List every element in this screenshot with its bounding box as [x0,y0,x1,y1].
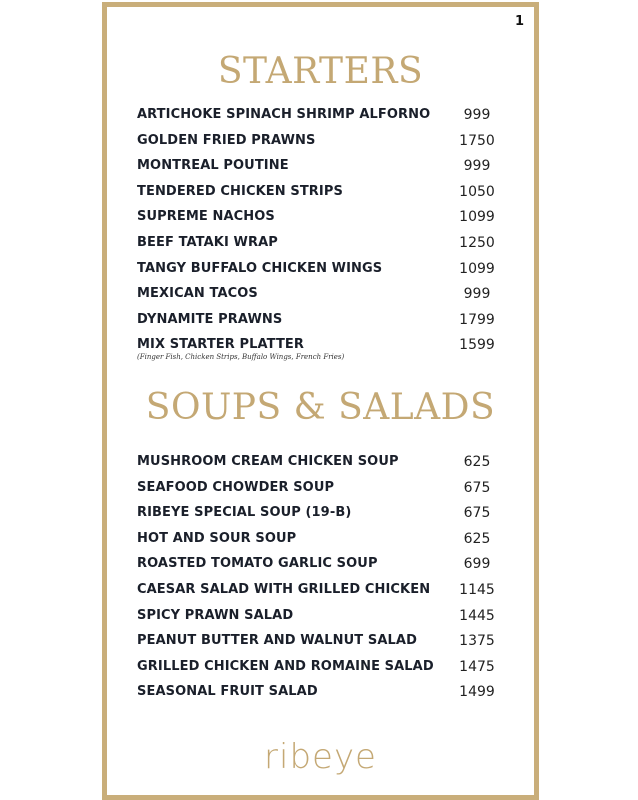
item-price: 699 [463,556,491,573]
item-name: SUPREME NACHOS [137,209,275,225]
menu-item [137,556,507,582]
item-name: DYNAMITE PRAWNS [137,311,283,327]
item-price: 625 [463,530,491,547]
item-price: 1475 [459,658,495,675]
item-note: (Finger Fish, Chicken Strips, Buffalo Wings, French Fries) [137,353,345,362]
item-price: 1445 [459,607,495,624]
menu-item [137,107,507,133]
item-name: SEAFOOD CHOWDER SOUP [137,479,335,495]
menu-item [137,684,507,710]
menu-item [137,235,507,261]
menu-item [137,582,507,608]
menu-item [137,337,507,363]
menu-item [137,505,507,531]
item-name: MEXICAN TACOS [137,286,258,302]
item-name: HOT AND SOUR SOUP [137,530,297,546]
menu-item [137,454,507,480]
menu-item [137,531,507,557]
item-price: 625 [463,454,491,470]
item-name: CAESAR SALAD WITH GRILLED CHICKEN [137,581,431,597]
item-price: 675 [463,479,491,496]
menu-item [137,261,507,287]
item-name: RIBEYE SPECIAL SOUP (19-B) [137,505,352,521]
menu-item [137,633,507,659]
item-price: 1750 [459,132,495,149]
item-price: 1799 [459,311,495,328]
item-name: ROASTED TOMATO GARLIC SOUP [137,556,378,572]
item-name: GOLDEN FRIED PRAWNS [137,132,316,148]
menu-item [137,608,507,634]
item-price: 1099 [459,260,495,277]
soups-salads-heading: SOUPS & SALADS [145,387,496,428]
menu-item [137,286,507,312]
item-price: 1599 [459,337,495,354]
item-price: 1499 [459,684,495,701]
starters-list [137,107,507,363]
soups-salads-list [137,454,507,710]
item-price: 675 [463,505,491,522]
menu-item [137,209,507,235]
item-price: 1375 [459,633,495,650]
item-name: GRILLED CHICKEN AND ROMAINE SALAD [137,658,434,674]
item-name: TENDERED CHICKEN STRIPS [137,183,343,199]
menu-item [137,312,507,338]
item-name: MUSHROOM CREAM CHICKEN SOUP [137,454,399,469]
page-number: 1 [514,14,524,29]
item-name: SPICY PRAWN SALAD [137,607,294,623]
menu-item [137,184,507,210]
item-price: 1145 [459,581,495,598]
item-price: 1050 [459,183,495,200]
item-name: BEEF TATAKI WRAP [137,234,278,250]
ribeye-logo: ribeye [264,737,377,777]
item-price: 999 [463,286,491,303]
item-name: PEANUT BUTTER AND WALNUT SALAD [137,633,417,649]
menu-page-frame [102,2,539,800]
menu-item [137,480,507,506]
item-price: 1250 [459,234,495,251]
item-price: 999 [463,158,491,175]
item-name: MIX STARTER PLATTER [137,337,305,353]
menu-item [137,659,507,685]
starters-heading: STARTERS [217,51,424,92]
item-price: 999 [463,107,491,123]
item-price: 1099 [459,209,495,226]
item-name: SEASONAL FRUIT SALAD [137,684,318,700]
item-name: TANGY BUFFALO CHICKEN WINGS [137,260,383,276]
item-name: ARTICHOKE SPINACH SHRIMP ALFORNO [137,107,431,122]
menu-item [137,133,507,159]
item-name: MONTREAL POUTINE [137,158,289,174]
menu-item [137,158,507,184]
